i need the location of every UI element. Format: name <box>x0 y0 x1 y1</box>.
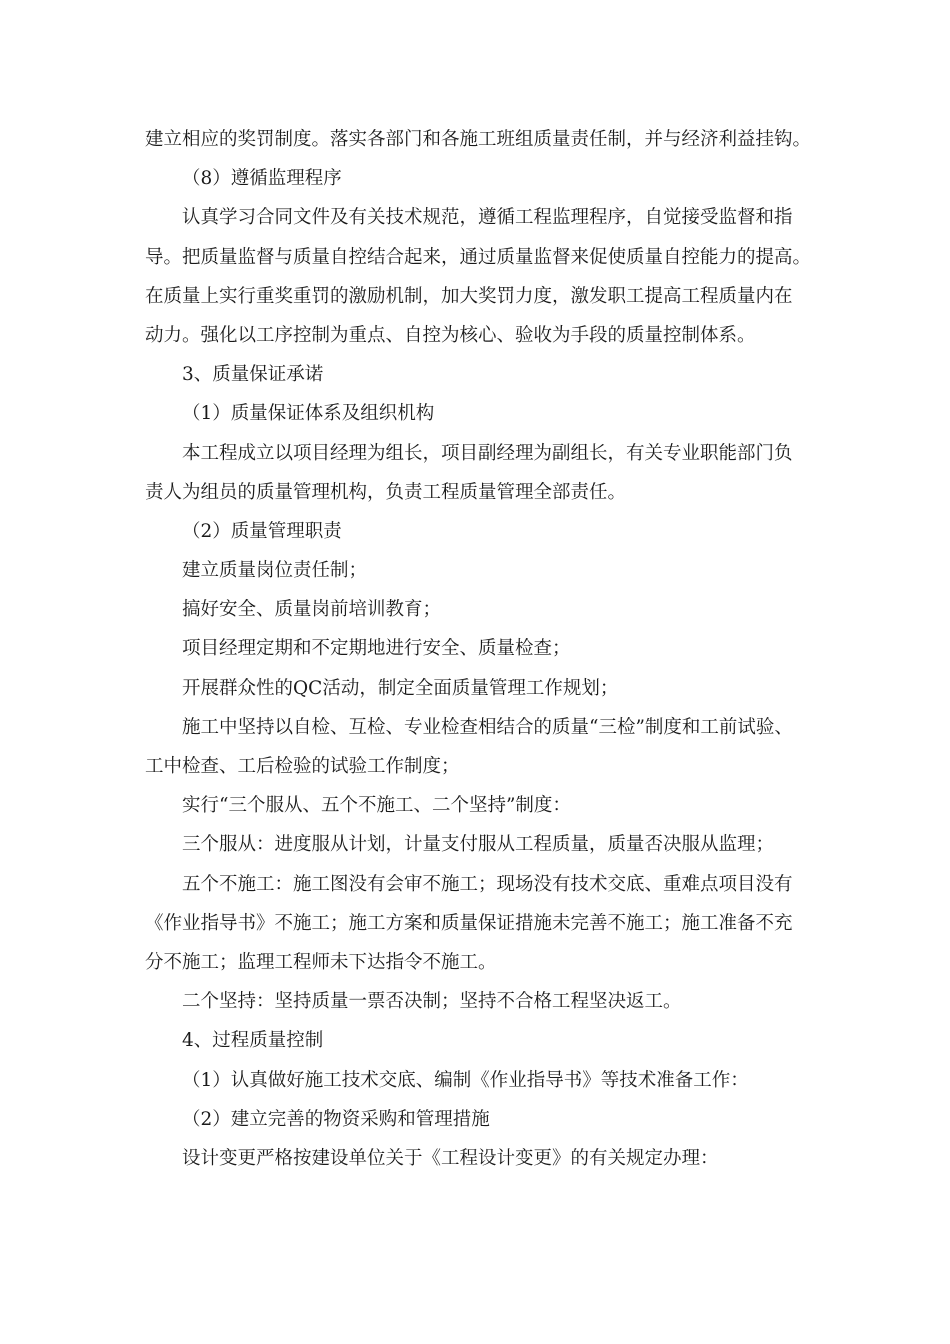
list-item: 建立质量岗位责任制； <box>182 560 368 582</box>
list-item: 二个坚持：坚持质量一票否决制；坚持不合格工程坚决返工。 <box>182 991 682 1013</box>
subsection-heading-1: （1）质量保证体系及组织机构 <box>182 403 435 425</box>
list-item: 实行“三个服从、五个不施工、二个坚持”制度： <box>182 795 571 817</box>
list-item: 搞好安全、质量岗前培训教育； <box>182 599 442 621</box>
paragraph-line: 本工程成立以项目经理为组长，项目副经理为副组长，有关专业职能部门负 <box>182 442 793 464</box>
subsection-heading-2: （2）建立完善的物资采购和管理措施 <box>182 1108 490 1130</box>
paragraph-line: 在质量上实行重奖重罚的激励机制，加大奖罚力度，激发职工提高工程质量内在 <box>145 285 793 307</box>
paragraph-line: 建立相应的奖罚制度。落实各部门和各施工班组质量责任制，并与经济利益挂钩。 <box>145 129 812 150</box>
paragraph-line: 动力。强化以工序控制为重点、自控为核心、验收为手段的质量控制体系。 <box>145 324 756 346</box>
section-heading-3: 3、质量保证承诺 <box>182 364 324 386</box>
paragraph-line: 认真学习合同文件及有关技术规范，遵循工程监理程序，自觉接受监督和指 <box>182 207 793 229</box>
list-item-continuation: 工中检查、工后检验的试验工作制度； <box>145 756 460 777</box>
section-heading-8: （8）遵循监理程序 <box>182 168 342 190</box>
paragraph-line: 责人为组员的质量管理机构，负责工程质量管理全部责任。 <box>145 481 627 503</box>
paragraph-line: 设计变更严格按建设单位关于《工程设计变更》的有关规定办理： <box>182 1147 719 1169</box>
list-item: 五个不施工：施工图没有会审不施工；现场没有技术交底、重难点项目没有 <box>182 873 793 895</box>
subsection-heading-1: （1）认真做好施工技术交底、编制《作业指导书》等技术准备工作： <box>182 1069 749 1091</box>
subsection-heading-2: （2）质量管理职责 <box>182 520 342 542</box>
paragraph-line: 导。把质量监督与质量自控结合起来，通过质量监督来促使质量自控能力的提高。 <box>145 246 812 268</box>
document-body <box>145 120 810 1178</box>
list-item: 项目经理定期和不定期地进行安全、质量检查； <box>182 638 571 660</box>
list-item-continuation: 《作业指导书》不施工；施工方案和质量保证措施未完善不施工；施工准备不充 <box>145 912 793 934</box>
list-item: 三个服从：进度服从计划，计量支付服从工程质量，质量否决服从监理； <box>182 834 775 856</box>
list-item: 开展群众性的QC活动，制定全面质量管理工作规划； <box>182 677 619 699</box>
section-heading-4: 4、过程质量控制 <box>182 1030 324 1052</box>
list-item-continuation: 分不施工；监理工程师未下达指令不施工。 <box>145 951 497 973</box>
list-item: 施工中坚持以自检、互检、专业检查相结合的质量“三检”制度和工前试验、 <box>182 716 793 738</box>
